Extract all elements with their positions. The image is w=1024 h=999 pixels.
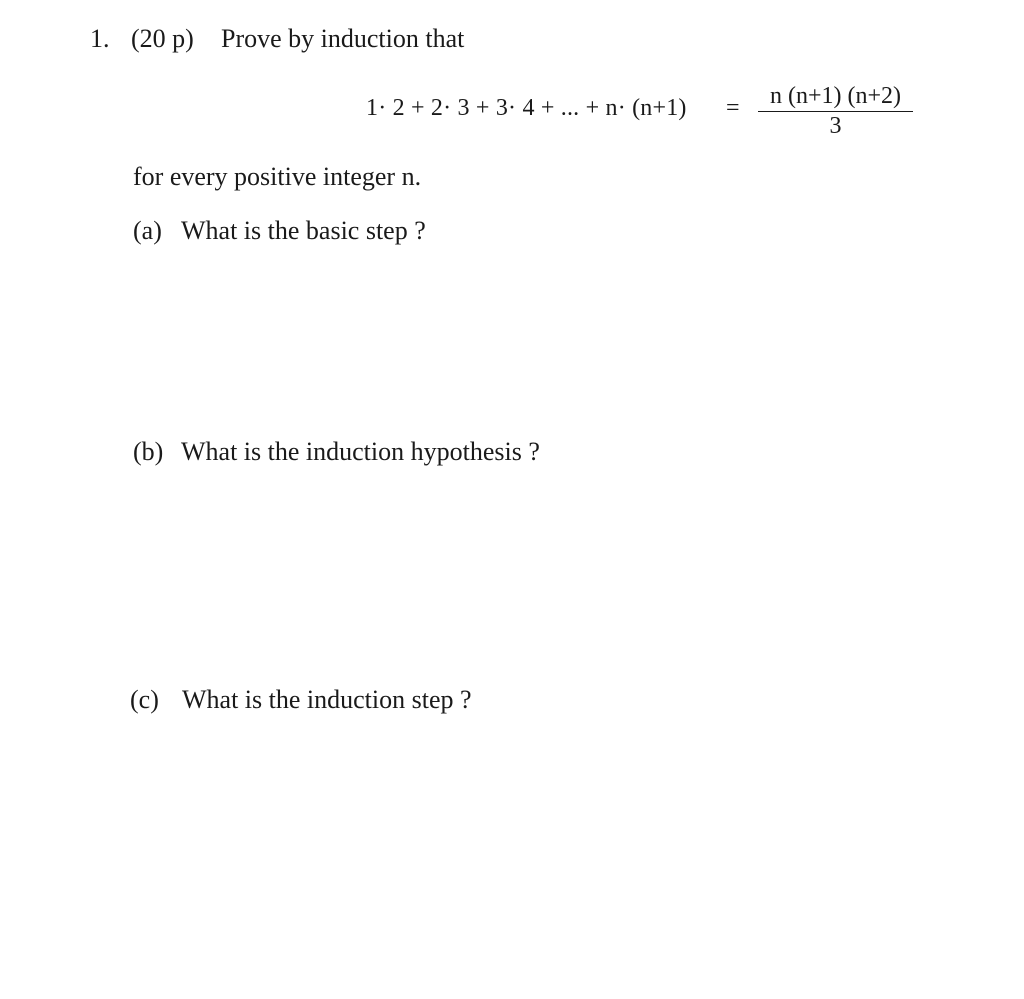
- equation-lhs: 1· 2 + 2· 3 + 3· 4 + ... + n· (n+1): [366, 95, 687, 121]
- part-b-label: (b): [133, 437, 164, 466]
- equals-sign: =: [726, 95, 740, 121]
- part-b-question: What is the induction hypothesis ?: [181, 437, 540, 466]
- question-prompt: Prove by induction that: [221, 24, 465, 53]
- part-b-answer-space: [133, 480, 933, 670]
- part-a-answer-space: [133, 260, 933, 420]
- question-number: 1.: [90, 24, 110, 53]
- part-a-question: What is the basic step ?: [181, 216, 426, 245]
- condition-text: for every positive integer n.: [133, 162, 422, 191]
- part-c-question: What is the induction step ?: [182, 685, 472, 714]
- fraction-numerator: n (n+1) (n+2): [758, 82, 913, 112]
- part-a-label: (a): [133, 216, 162, 245]
- part-c-answer-space: [133, 730, 933, 980]
- part-c-label: (c): [130, 685, 159, 714]
- equation-fraction: [758, 82, 913, 140]
- question-points: (20 p): [131, 24, 194, 53]
- fraction-denominator: 3: [829, 113, 842, 139]
